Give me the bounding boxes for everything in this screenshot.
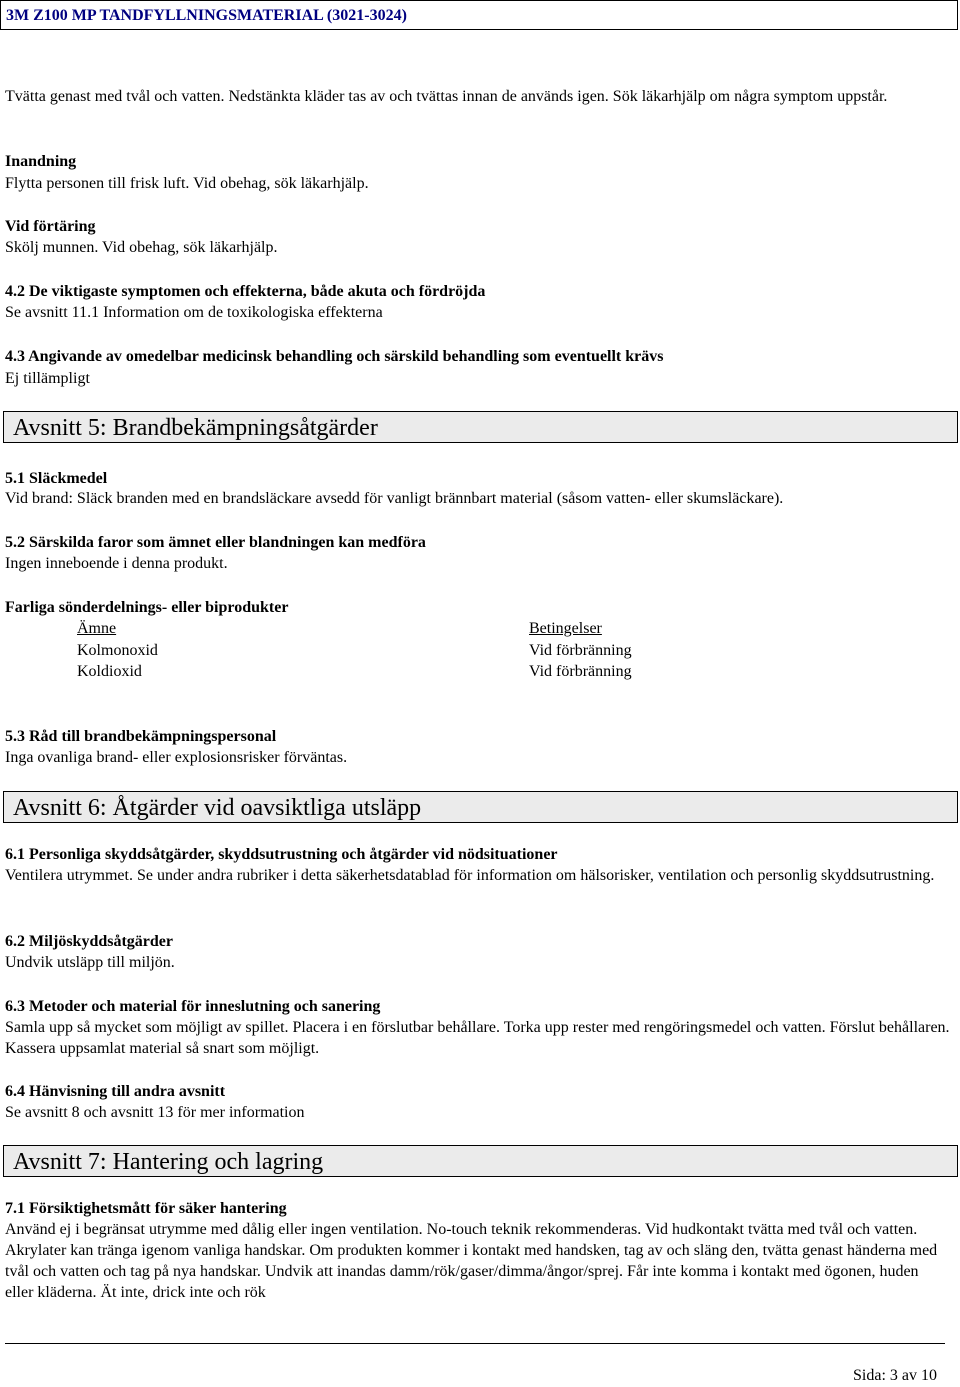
inhalation-heading: Inandning bbox=[5, 153, 77, 170]
section-5-title: Avsnitt 5: Brandbekämpningsåtgärder bbox=[13, 415, 378, 441]
section-5-3-heading: 5.3 Råd till brandbekämpningspersonal bbox=[5, 728, 277, 745]
section-5-2-heading: 5.2 Särskilda faror som ämnet eller blandningen kan medföra bbox=[5, 534, 426, 551]
section-6-3-text: Samla upp så mycket som möjligt av spillet. Placera i en förslutbar behållare. Torka upp rester med rengöringsmedel och vatten. Förslut behållaren. Kassera uppsamlat material så snart som möjligt. bbox=[5, 1019, 950, 1057]
condition-column-header: Betingelser bbox=[529, 620, 602, 637]
ingestion-heading: Vid förtäring bbox=[5, 218, 96, 235]
byproducts-heading: Farliga sönderdelnings- eller biprodukter bbox=[5, 599, 289, 616]
header-bar bbox=[0, 0, 958, 30]
page-number: Sida: 3 av 10 bbox=[853, 1367, 937, 1384]
section-4-3-text: Ej tillämpligt bbox=[5, 370, 90, 387]
section-4-2-heading: 4.2 De viktigaste symptomen och effekterna, både akuta och fördröjda bbox=[5, 283, 486, 300]
ingestion-text: Skölj munnen. Vid obehag, sök läkarhjälp. bbox=[5, 239, 278, 256]
substance-column-header: Ämne bbox=[77, 620, 117, 637]
section-5-header bbox=[3, 411, 958, 443]
section-7-header bbox=[3, 1145, 958, 1177]
section-6-header bbox=[3, 791, 958, 823]
section-6-1-heading: 6.1 Personliga skyddsåtgärder, skyddsutrustning och åtgärder vid nödsituationer bbox=[5, 846, 558, 863]
section-7-1-heading: 7.1 Försiktighetsmått för säker hantering bbox=[5, 1200, 287, 1217]
section-6-2-heading: 6.2 Miljöskyddsåtgärder bbox=[5, 933, 173, 950]
section-4-2-text: Se avsnitt 11.1 Information om de toxikologiska effekterna bbox=[5, 304, 383, 321]
section-6-2-text: Undvik utsläpp till miljön. bbox=[5, 954, 175, 971]
section-5-3-text: Inga ovanliga brand- eller explosionsrisker förväntas. bbox=[5, 749, 348, 766]
skin-contact-text: Tvätta genast med tvål och vatten. Nedstänkta kläder tas av och tvättas innan de används igen. Sök läkarhjälp om några symptom uppstår. bbox=[5, 88, 888, 105]
section-5-1-text: Vid brand: Släck branden med en brandsläckare avsedd för vanligt brännbart material (såsom vatten- eller skumsläckare). bbox=[5, 490, 784, 507]
section-6-4-heading: 6.4 Hänvisning till andra avsnitt bbox=[5, 1083, 226, 1100]
section-5-1-heading: 5.1 Släckmedel bbox=[5, 470, 108, 487]
table-cell-substance: Kolmonoxid bbox=[77, 642, 158, 659]
footer-divider bbox=[5, 1343, 945, 1344]
section-7-title: Avsnitt 7: Hantering och lagring bbox=[13, 1149, 324, 1175]
table-cell-condition: Vid förbränning bbox=[529, 642, 632, 659]
section-6-3-heading: 6.3 Metoder och material för inneslutning och sanering bbox=[5, 998, 381, 1015]
section-7-1-text: Använd ej i begränsat utrymme med dålig eller ingen ventilation. No-touch teknik rekommenderas. Vid hudkontakt tvätta med tvål och vatten. Akrylater kan tränga igenom vanliga handskar. Om produkten kommer i kontakt med handsken, tag av och släng den, tvätta genast händerna med tvål och vatten och tag på nya handskar. Undvik att inandas damm/rök/gaser/dimma/ångor/sprej. Får inte komma i kontakt med ögonen, huden eller kläderna. Ät inte, drick inte och rök bbox=[5, 1221, 938, 1301]
inhalation-text: Flytta personen till frisk luft. Vid obehag, sök läkarhjälp. bbox=[5, 175, 369, 192]
section-6-4-text: Se avsnitt 8 och avsnitt 13 för mer information bbox=[5, 1104, 305, 1121]
section-4-3-heading: 4.3 Angivande av omedelbar medicinsk behandling och särskild behandling som eventuellt krävs bbox=[5, 348, 664, 365]
table-cell-condition: Vid förbränning bbox=[529, 663, 632, 680]
table-cell-substance: Koldioxid bbox=[77, 663, 142, 680]
document-title: 3M Z100 MP TANDFYLLNINGSMATERIAL (3021-3024) bbox=[6, 7, 407, 24]
section-5-2-text: Ingen inneboende i denna produkt. bbox=[5, 555, 228, 572]
section-6-title: Avsnitt 6: Åtgärder vid oavsiktliga utsläpp bbox=[13, 795, 422, 821]
section-6-1-text: Ventilera utrymmet. Se under andra rubriker i detta säkerhetsdatablad för information om hälsorisker, ventilation och personlig skyddsutrustning. bbox=[5, 867, 935, 884]
